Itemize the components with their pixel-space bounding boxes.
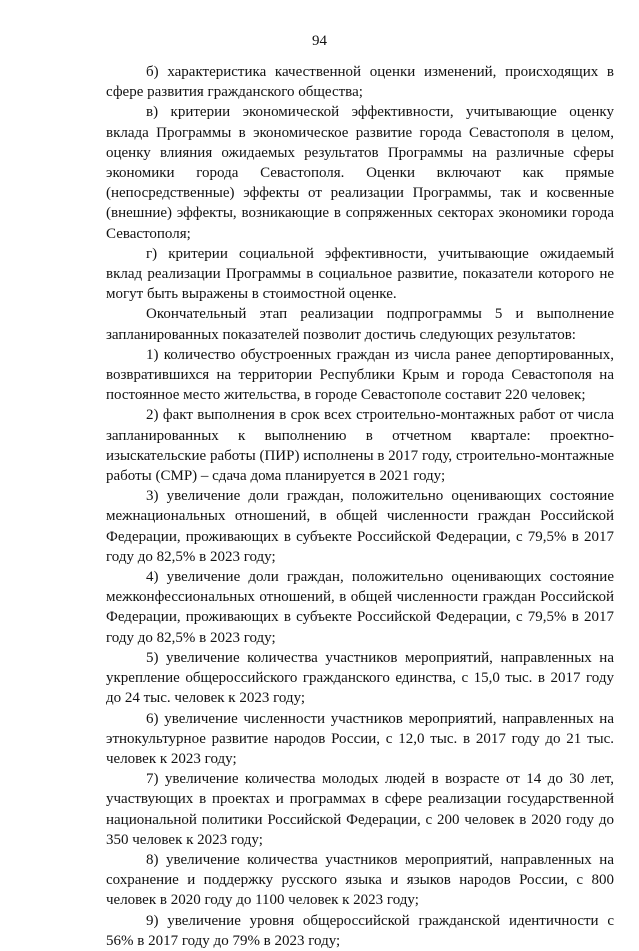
result-item-1: 1) количество обустроенных граждан из числа ранее депортированных, возвратившихся на территории Республики Крым и города Севастополя на постоянное место жительства, в городе Севастополе составит 220 человек; — [106, 346, 614, 404]
result-item-3: 3) увеличение доли граждан, положительно оценивающих состояние межнациональных отношений, в общей численности граждан Российской Федерации, проживающих в субъекте Российской Федерации, с 79,5% в 2017 году до 82,5% в 2023 году; — [106, 488, 614, 565]
paragraph-v: в) критерии экономической эффективности, учитывающие оценку вклада Программы в экономическое развитие города Севастополя в целом, оценку влияния ожидаемых результатов Программы на различные сферы экономики города Севастополя. Оценки включают как прямые (непосредственные) эффекты от реализации Программы, так и косвенные (внешние) эффекты, возникающие в сопряженных секторах экономики города Севастополя; — [106, 104, 614, 242]
result-item-8: 8) увеличение количества участников мероприятий, направленных на сохранение и поддержку русского языка и языков народов России, с 800 человек в 2020 году до 1100 человек к 2023 году; — [106, 851, 614, 909]
result-item-2: 2) факт выполнения в срок всех строительно-монтажных работ от числа запланированных к выполнению в отчетном квартале: проектно-изыскательские работы (ПИР) исполнены в 2017 году, строительно-монтажные работы (СМР) – сдача дома планируется в 2021 году; — [106, 407, 614, 485]
result-item-5: 5) увеличение количества участников мероприятий, направленных на укрепление общероссийского гражданского единства, с 15,0 тыс. в 2017 году до 24 тыс. человек к 2023 году; — [106, 649, 614, 707]
body-text — [106, 62, 614, 951]
paragraph-b: б) характеристика качественной оценки изменений, происходящих в сфере развития гражданского общества; — [106, 64, 614, 101]
paragraph-g: г) критерии социальной эффективности, учитывающие ожидаемый вклад реализации Программы в социальное развитие, показатели которого не могут быть выражены в стоимостной оценке. — [106, 245, 614, 303]
page-number: 94 — [312, 33, 327, 49]
paragraph-final-stage: Окончательный этап реализации подпрограммы 5 и выполнение запланированных показателей позволит достичь следующих результатов: — [106, 306, 614, 343]
result-item-6: 6) увеличение численности участников мероприятий, направленных на этнокультурное развитие народов России, с 12,0 тыс. в 2017 году до 21 тыс. человек к 2023 году; — [106, 710, 614, 767]
result-item-9: 9) увеличение уровня общероссийской гражданской идентичности с 56% в 2017 году до 79% в 2023 году; — [106, 912, 614, 949]
result-item-4: 4) увеличение доли граждан, положительно оценивающих состояние межконфессиональных отношений, в общей численности граждан Российской Федерации, проживающих в субъекте Российской Федерации, с 79,5% в 2017 году до 82,5% в 2023 году; — [106, 569, 614, 646]
result-item-7: 7) увеличение количества молодых людей в возрасте от 14 до 30 лет, участвующих в проектах и программах в сфере реализации государственной национальной политики Российской Федерации, с 200 человек в 2020 году до 350 человек к 2023 году; — [106, 771, 614, 848]
